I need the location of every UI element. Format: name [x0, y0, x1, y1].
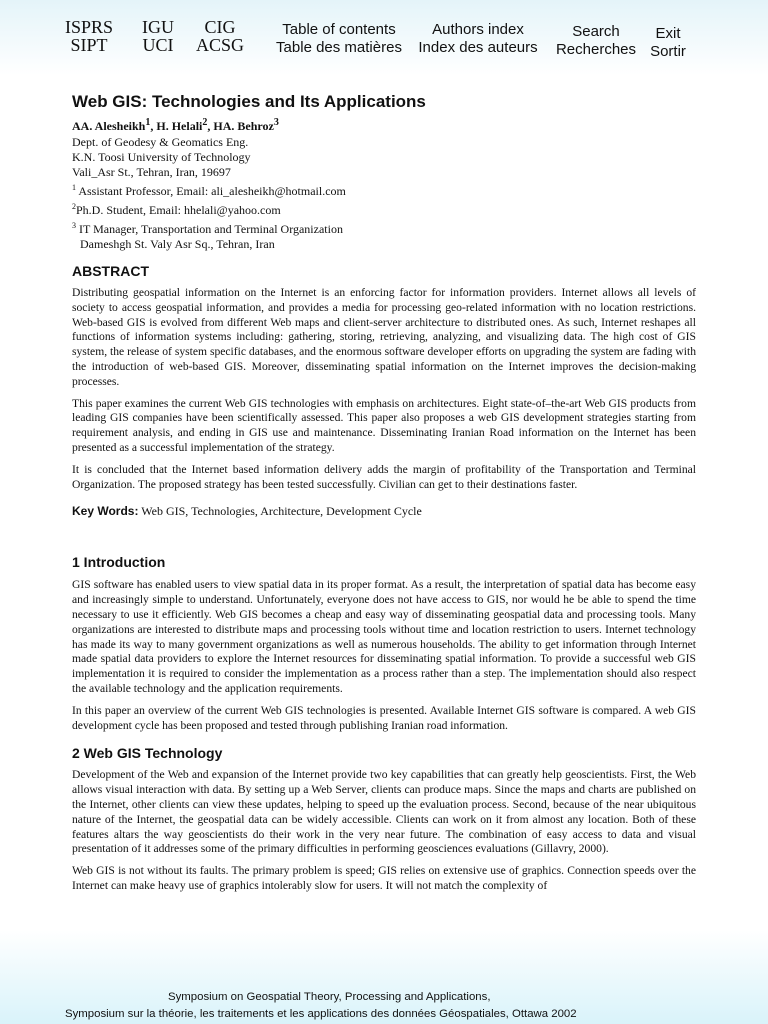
nav-cig-link[interactable] — [193, 18, 247, 54]
affiliation-line: K.N. Toosi University of Technology — [72, 150, 251, 164]
abstract-paragraph: It is concluded that the Internet based information delivery adds the margin of profitability of the Transportation and Terminal Organization. The proposed strategy has been tested successfully. Civilian can get to their destinations faster. — [72, 462, 696, 491]
footnote-mark: 3 — [72, 221, 76, 230]
nav-igu-en: IGU — [142, 17, 174, 37]
author-name: , HA. Behroz — [207, 119, 274, 133]
section-2-paragraph: Web GIS is not without its faults. The primary problem is speed; GIS relies on extensive use of graphics. Connection speeds over the Internet can make heavy use of graphics intolerably slow for users. It will not match the complexity of — [72, 864, 696, 892]
author-footnote-mark: 1 — [145, 117, 151, 128]
section-1-paragraph: In this paper an overview of the current Web GIS technologies is presented. Available Internet GIS software is compared. A web GIS development cycle has been proposed and tested through publishing Iranian road information. — [72, 703, 696, 732]
footer-line-english: Symposium on Geospatial Theory, Processing and Applications, — [168, 991, 491, 1003]
section-2-paragraph: Development of the Web and expansion of the Internet provide two key capabilities that can greatly help geoscientists. First, the Web allows visual interaction with data. By setting up a Web Server, clients can produce maps. Since the maps and charts are published on the Internet, other clients can view these updates, helping to speed up the evaluation process. Second, because of the near ubiquitous nature of the Internet, the geospatial data can be widely accessible. Clients can work on it from almost any location. Both of these features altars the way geoscientists do their work in the very near future. The combination of easy access to data and visual presentation of it addresses some of the primary difficulties in performing geosciences evaluations (Gillavry, 2000). — [72, 768, 696, 856]
nav-cig-fr: ACSG — [195, 35, 244, 55]
footnote-text: IT Manager, Transportation and Terminal Organization — [76, 222, 343, 236]
affiliation-block — [72, 135, 696, 252]
footnote-text: Ph.D. Student, Email: hhelali@yahoo.com — [76, 203, 281, 217]
navigation-bar — [0, 18, 768, 62]
nav-isprs-fr: SIPT — [70, 35, 108, 55]
nav-isprs-en: ISPRS — [64, 17, 114, 37]
abstract-heading: ABSTRACT — [72, 263, 149, 279]
nav-isprs-link[interactable] — [60, 18, 118, 54]
affiliation-line: Dept. of Geodesy & Geomatics Eng. — [72, 135, 249, 149]
keywords-label: Key Words: — [72, 504, 139, 519]
abstract-paragraph: This paper examines the current Web GIS technologies with emphasis on architectures. Eight state-of–the-art Web GIS products from leading GIS companies have been scientifically assessed. This paper also proposes a web GIS development strategies starting from requirement analysis, and ending in GIS use and maintenance. Disseminating Iranian Road information on the Internet has been presented as a successful implementation of the strategy. — [72, 396, 696, 454]
nav-authors-en: Authors index — [432, 21, 524, 38]
nav-cig-en: CIG — [204, 17, 236, 37]
paper-title: Web GIS: Technologies and Its Applications — [72, 92, 426, 111]
keywords-value: Web GIS, Technologies, Architecture, Development Cycle — [138, 504, 422, 519]
author-footnote-mark: 3 — [273, 117, 279, 128]
footer-line-french: Symposium sur la théorie, les traitements et les applications des données Géospatiales, Ottawa 2002 — [65, 1008, 577, 1020]
keywords — [72, 502, 696, 520]
author-name: AA. Alesheikh — [72, 119, 146, 133]
nav-igu-fr: UCI — [142, 35, 174, 55]
nav-toc-en: Table of contents — [282, 21, 396, 38]
paper-body — [72, 92, 696, 894]
footnote-text: Assistant Professor, Email: ali_alesheikh@hotmail.com — [76, 184, 346, 198]
nav-search-fr: Recherches — [555, 41, 637, 58]
section-1-heading: 1 Introduction — [72, 554, 166, 571]
affiliation-line: Vali_Asr St., Tehran, Iran, 19697 — [72, 165, 231, 179]
footnote-3 — [72, 218, 696, 237]
nav-search-link[interactable] — [554, 23, 638, 59]
footnote-3-address: Dameshgh St. Valy Asr Sq., Tehran, Iran — [80, 237, 275, 251]
section-2-heading: 2 Web GIS Technology — [72, 745, 223, 762]
author-name: , H. Helali — [150, 119, 203, 133]
author-footnote-mark: 2 — [202, 117, 208, 128]
footnote-2 — [72, 199, 696, 218]
nav-igu-link[interactable] — [138, 18, 178, 54]
nav-exit-en: Exit — [655, 25, 681, 42]
footnote-mark: 2 — [72, 202, 76, 211]
footnote-1 — [72, 180, 696, 199]
nav-toc-fr: Table des matières — [276, 39, 402, 56]
nav-table-of-contents-link[interactable] — [272, 21, 406, 57]
nav-authors-index-link[interactable] — [414, 21, 542, 57]
abstract-paragraph: Distributing geospatial information on the Internet is an enforcing factor for information providers. Internet allows all levels of society to access geospatial information, and provides a media for processing geo-related information with no location restrictions. Web-based GIS is evolved from different Web maps and client-server architecture to distributed ones. As such, Internet reshapes all functions of information systems including: gathering, storing, retrieving, analyzing, and visualizing data. The high cost of GIS system, the release of system specific databases, and the enormous software developer efforts on upgrading the system are fading with the introduction of web-based GIS. Moreover, disseminating spatial information on the Internet improves the decision-making processes. — [72, 286, 696, 388]
footnote-mark: 1 — [72, 183, 76, 192]
nav-search-en: Search — [572, 23, 620, 40]
nav-authors-fr: Index des auteurs — [418, 39, 538, 56]
nav-exit-link[interactable] — [646, 25, 690, 61]
nav-exit-fr: Sortir — [650, 43, 686, 60]
author-list — [72, 117, 696, 134]
section-1-paragraph: GIS software has enabled users to view spatial data in its proper format. As a result, the interpretation of spatial data has become easy and increasingly simple to understand. Unfortunately, everyone does not have access to GIS, nor would he be able to spend the time necessary to use it efficiently. Web GIS becomes a cheap and easy way of disseminating geospatial data and processing tools. Many organizations are interested to distribute maps and processing tools without time and location restriction to users. Internet technology has made its way to many government organizations as well as numerous households. The ability to get information through Internet made spatial data providers to explore the Internet resources for disseminating spatial information. To provide a successful web GIS implementation it is required to consider the implementation as a process rather than a step. The implementation should also respect the available technology and the application requirements. — [72, 578, 696, 695]
